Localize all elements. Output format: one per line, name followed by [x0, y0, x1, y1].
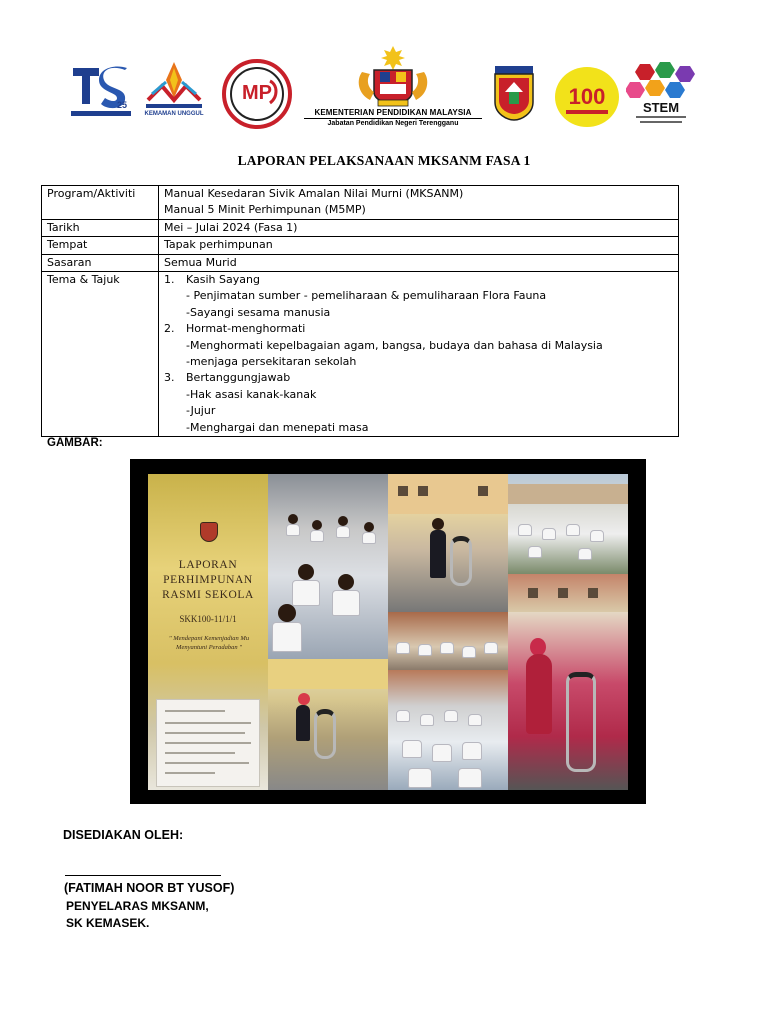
row-value: Semua Murid — [159, 254, 679, 271]
student-figure — [286, 524, 300, 536]
kemaman-unggul-logo — [142, 60, 206, 120]
kpm-divider — [304, 118, 482, 119]
gambar-label: GAMBAR: — [47, 437, 103, 449]
tema-subitem: -menjaga persekitaran sekolah — [186, 355, 357, 369]
photo-speaker-man — [388, 474, 508, 612]
speaker-figure — [432, 518, 444, 530]
doc-line — [165, 722, 251, 724]
student-figure — [332, 590, 360, 616]
student-figure — [484, 642, 498, 654]
student-figure — [408, 768, 432, 788]
student-figure — [462, 742, 482, 760]
kpm-logo-block — [300, 44, 486, 134]
row-value-line: Manual Kesedaran Sivik Amalan Nilai Murni (MKSANM) — [164, 187, 464, 200]
tema-title: Hormat-menghormati — [186, 322, 306, 336]
photo-speaker-hall — [268, 659, 388, 790]
doc-line — [165, 752, 235, 754]
tema-number: 1. — [164, 273, 175, 287]
table-row — [42, 272, 679, 437]
student-figure — [528, 546, 542, 558]
building-window — [528, 588, 538, 598]
building — [268, 659, 388, 689]
prepared-by-label: DISEDIAKAN OLEH: — [63, 828, 184, 842]
tema-title: Bertanggungjawab — [186, 371, 291, 385]
kemaman-unggul-logo-text: KEMAMAN UNGGUL — [144, 111, 204, 117]
school-crest-logo — [491, 64, 537, 122]
ts25-logo — [69, 62, 133, 118]
student-figure — [364, 522, 374, 532]
student-figure — [468, 714, 482, 726]
tema-subitem: -Jujur — [186, 404, 216, 418]
speaker-figure — [526, 654, 552, 734]
book-title-line: LAPORAN — [178, 559, 238, 571]
table-row — [42, 219, 679, 236]
row-value-line: Manual 5 Minit Perhimpunan (M5MP) — [164, 203, 366, 217]
report-info-table — [41, 185, 679, 437]
document-sheet — [156, 699, 260, 787]
podium-icon — [566, 672, 596, 772]
mp-logo — [220, 59, 294, 129]
tema-subitem: -Menghargai dan menepati masa — [186, 420, 369, 434]
student-figure — [288, 514, 298, 524]
kpm-subtitle: Jabatan Pendidikan Negeri Terengganu — [327, 120, 459, 127]
student-figure — [312, 520, 322, 530]
speaker-figure — [298, 693, 310, 705]
photo-collage — [130, 459, 646, 804]
tema-item — [164, 272, 673, 288]
building-window — [588, 588, 598, 598]
student-figure — [338, 516, 348, 526]
table-row — [42, 237, 679, 254]
photo-speaker-woman — [508, 612, 628, 790]
student-figure — [518, 524, 532, 536]
building-window — [418, 486, 428, 496]
stem-logo — [626, 60, 696, 128]
photo-report-book — [148, 474, 268, 790]
doc-line — [165, 710, 225, 712]
row-value — [159, 186, 679, 220]
tema-subitem: -Menghormati kepelbagaian agam, bangsa, budaya dan bahasa di Malaysia — [186, 338, 603, 352]
student-figure — [272, 622, 302, 652]
book-code: SKK100-11/1/1 — [179, 614, 237, 624]
tema-title: Kasih Sayang — [186, 273, 260, 287]
speaker-figure — [296, 705, 310, 741]
book-crest-icon — [200, 522, 218, 542]
stem-logo-text: STEM — [642, 100, 680, 115]
signatory-role: PENYELARAS MKSANM, — [66, 899, 209, 913]
student-figure — [420, 714, 434, 726]
table-row — [42, 254, 679, 271]
student-figure — [444, 710, 458, 722]
student-figure — [298, 564, 314, 580]
tema-item — [164, 321, 673, 337]
student-figure — [396, 642, 410, 654]
speaker-figure — [430, 530, 446, 578]
student-figure — [310, 530, 324, 542]
row-label: Sasaran — [42, 254, 159, 271]
student-figure — [590, 530, 604, 542]
student-figure — [542, 528, 556, 540]
building-window — [398, 486, 408, 496]
row-value: Mei – Julai 2024 (Fasa 1) — [159, 219, 679, 236]
photo-students-rows — [388, 612, 508, 670]
report-title: LAPORAN PELAKSANAAN MKSANM FASA 1 — [237, 153, 531, 168]
mp-logo-text: MP — [242, 82, 272, 104]
row-value: Tapak perhimpunan — [159, 237, 679, 254]
row-label: Program/Aktiviti — [42, 186, 159, 220]
student-figure — [292, 580, 320, 606]
doc-line — [165, 762, 249, 764]
100-logo-number: 100 — [568, 84, 606, 109]
student-figure — [458, 768, 482, 788]
podium-icon — [314, 709, 336, 759]
tema-list — [159, 272, 679, 437]
row-label: Tema & Tajuk — [42, 272, 159, 437]
photo-students-seated — [388, 670, 508, 790]
tema-number: 2. — [164, 322, 175, 336]
ts25-logo-number: 25 — [117, 100, 128, 110]
student-figure — [462, 646, 476, 658]
student-figure — [432, 744, 452, 762]
photo-school-building — [508, 574, 628, 612]
signature-line — [65, 875, 221, 876]
signatory-name: (FATIMAH NOOR BT YUSOF) — [64, 881, 235, 895]
building — [508, 484, 628, 504]
photo-students-assembly — [268, 474, 388, 659]
student-figure — [396, 710, 410, 722]
doc-line — [165, 772, 215, 774]
student-figure — [338, 574, 354, 590]
tema-subitem: -Hak asasi kanak-kanak — [186, 387, 317, 401]
header-logo-row — [66, 44, 702, 134]
student-figure — [566, 524, 580, 536]
malaysia-coat-of-arms-icon — [300, 44, 486, 108]
student-figure — [440, 642, 454, 654]
kpm-name: KEMENTERIAN PENDIDIKAN MALAYSIA — [314, 108, 472, 117]
tema-subitem: -Sayangi sesama manusia — [186, 305, 331, 319]
student-figure — [418, 644, 432, 656]
student-figure — [278, 604, 296, 622]
row-label: Tarikh — [42, 219, 159, 236]
photo-students-field — [508, 474, 628, 574]
book-title-line: PERHIMPUNAN — [163, 574, 253, 586]
doc-line — [165, 742, 251, 744]
tema-item — [164, 370, 673, 386]
signatory-school: SK KEMASEK. — [66, 916, 150, 930]
book-title-line: RASMI SEKOLA — [162, 589, 254, 601]
row-label: Tempat — [42, 237, 159, 254]
student-figure — [578, 548, 592, 560]
book-motto: " Mendepani Kemenjadian Mu Menyantuni Peradaban " — [168, 635, 250, 651]
doc-line — [165, 732, 245, 734]
tema-number: 3. — [164, 371, 175, 385]
table-row — [42, 186, 679, 220]
student-figure — [362, 532, 376, 544]
tema-subitem: - Penjimatan sumber - pemeliharaan & pemuliharaan Flora Fauna — [186, 289, 547, 303]
student-figure — [336, 526, 350, 538]
100-logo — [554, 66, 620, 128]
building-window — [478, 486, 488, 496]
building-window — [558, 588, 568, 598]
student-figure — [402, 740, 422, 758]
podium-icon — [450, 536, 472, 586]
